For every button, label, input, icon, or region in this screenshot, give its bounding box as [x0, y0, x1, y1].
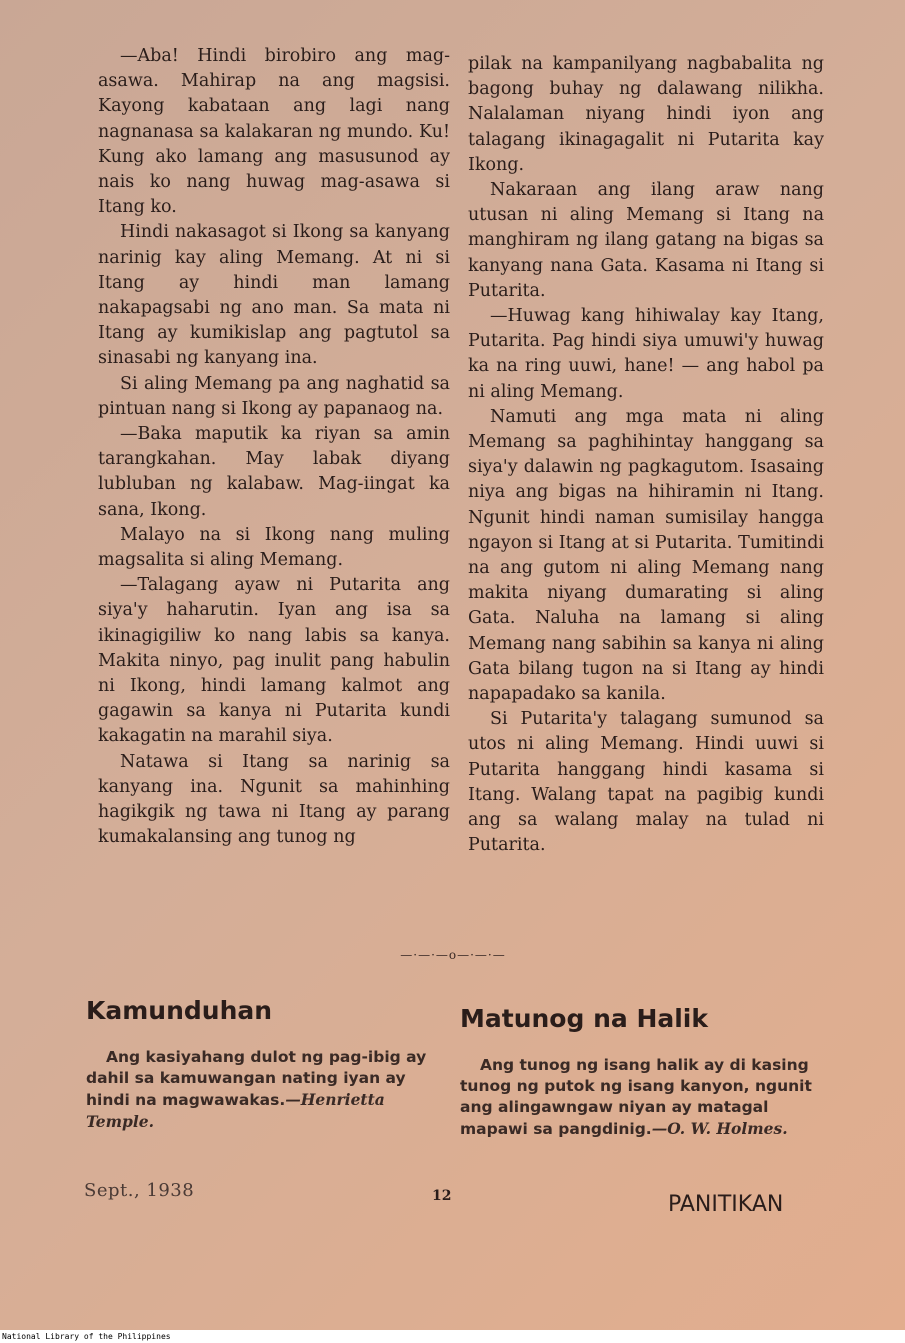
paragraph: Hindi nakasagot si Ikong sa kanyang narinig kay aling Memang. At ni si Itang ay hindi man lamang nakapagsabi ng ano man. Sa mata ni Itang ay kumikislap ang pagtutol sa sinasabi ng kanyang ina.: [98, 222, 450, 369]
magazine-name: PANITIKAN: [668, 1192, 784, 1217]
quote-text: [460, 1055, 816, 1140]
paragraph: Natawa si Itang sa narinig sa kanyang ina. Ngunit sa mahinhing hagikgik ng tawa ni Itang ay parang kumakalansing ang tunog ng: [98, 751, 450, 848]
story-column-right: [468, 52, 824, 859]
quote-author: —O. W. Holmes.: [651, 1119, 788, 1138]
quote-title: Matunog na Halik: [460, 1004, 708, 1033]
issue-date: Sept., 1938: [84, 1180, 195, 1201]
paragraph: —Huwag kang hihiwalay kay Itang, Putarita. Pag hindi siya umuwi'y huwag ka na ring uuwi, hane! — ang habol pa ni aling Memang.: [468, 306, 824, 402]
quote-body: Ang tunog ng isang halik ay di kasing tunog ng putok ng isang kanyon, ngunit ang alingawngaw niyan ay matagal mapawi sa pangdinig.: [460, 1056, 812, 1138]
story-column-left: [98, 44, 450, 851]
library-credit: National Library of the Philippines: [0, 1330, 905, 1343]
paragraph: Malayo na si Ikong nang muling magsalita si aling Memang.: [98, 524, 450, 571]
quote-title: Kamunduhan: [86, 996, 273, 1025]
section-divider-ornament: —·—·—o—·—·—: [400, 948, 506, 962]
quote-body: Ang kasiyahang dulot ng pag-ibig ay dahil sa kamuwangan nating iyan ay hindi na magwawakas.: [86, 1048, 427, 1109]
paragraph: —Baka maputik ka riyan sa amin tarangkahan. May labak diyang lubluban ng kalabaw. Mag-iingat ka sana, Ikong.: [98, 424, 450, 520]
paragraph: Nakaraan ang ilang araw nang utusan ni aling Memang si Itang na manghiram ng ilang gatang na bigas sa kanyang nana Gata. Kasama ni Itang si Putarita.: [468, 180, 824, 301]
quote-box-kamunduhan: [86, 996, 436, 1133]
page-number: 12: [432, 1188, 452, 1204]
paragraph: —Talagang ayaw ni Putarita ang siya'y haharutin. Iyan ang isa sa ikinagigiliw ko nang labis sa kanya. Makita ninyo, pag inulit pang habulin ni Ikong, hindi lamang kalmot ang gagawin sa kanya ni Putarita kundi kakagatin na marahil siya.: [98, 575, 450, 747]
paragraph: Si Putarita'y talagang sumunod sa utos ni aling Memang. Hindi uuwi si Putarita hanggang hindi kasama si Itang. Walang tapat na pagibig kundi ang sa walang malay na tulad ni Putarita.: [468, 709, 824, 856]
paragraph: pilak na kampanilyang nagbabalita ng bagong buhay ng dalawang nilikha. Nalalaman niyang hindi iyon ang talagang ikinagagalit ni Putarita kay Ikong.: [468, 54, 824, 175]
paragraph: Si aling Memang pa ang naghatid sa pintuan nang si Ikong ay papanaog na.: [98, 373, 450, 419]
paragraph: —Aba! Hindi birobiro ang mag-asawa. Mahirap na ang magsisi. Kayong kabataan ang lagi nang nagnanasa sa kalakaran ng mundo. Ku! Kung ako lamang ang masusunod ay nais ko nang huwag mag-asawa si Itang ko.: [98, 46, 450, 218]
paragraph: Namuti ang mga mata ni aling Memang sa paghihintay hanggang sa siya'y dalawin ng pagkagutom. Isasaing niya ang bigas na hihiramin ni Itang. Ngunit hindi naman sumisilay hangga ngayon si Itang at si Putarita. Tumitindi na ang gutom ni aling Memang nang makita niyang dumarating si aling Gata. Naluha na lamang si aling Memang nang sabihin sa kanya ni aling Gata bilang tugon na si Itang ay hindi napapadako sa kanila.: [468, 406, 824, 705]
quote-author: —Henrietta Temple.: [86, 1090, 385, 1131]
quote-text: [86, 1047, 436, 1133]
quote-box-matunog-na-halik: [460, 1004, 816, 1140]
